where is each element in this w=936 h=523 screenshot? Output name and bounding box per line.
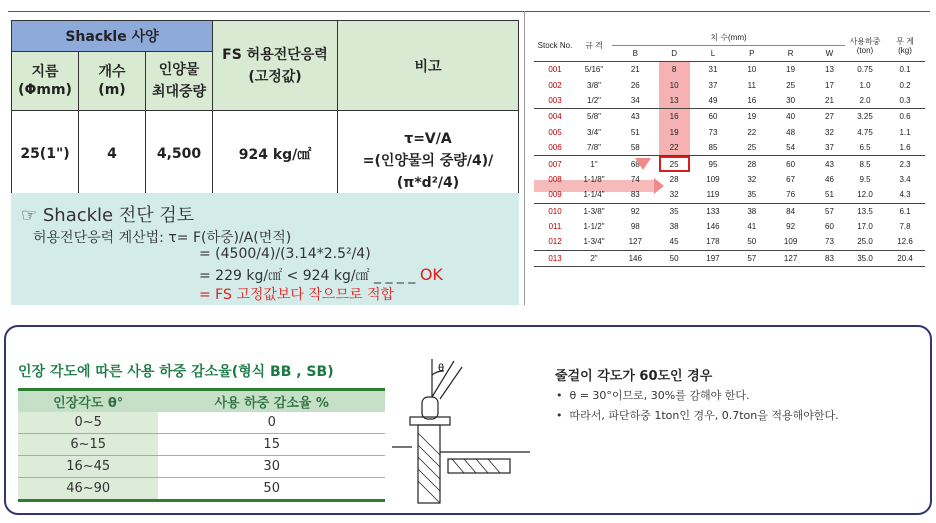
angle-bullet-2-text: 따라서, 파단하중 1ton인 경우, 0.7ton을 적용해야한다. <box>569 409 839 422</box>
review-line-2: = (4500/4)/(3.14*2.5²/4) <box>199 246 371 262</box>
stock-cell-spec: 1-1/8" <box>583 174 605 184</box>
stock-row <box>534 234 925 250</box>
stock-row <box>534 250 925 266</box>
stock-cell-spec: 5/16" <box>584 65 604 75</box>
review-title: ☞ Shackle 전단 검토 <box>21 205 195 226</box>
stock-cell-dim-D: 38 <box>669 222 679 232</box>
hatch-2 <box>418 445 440 467</box>
reduction-angle-cell: 6~15 <box>18 434 158 456</box>
stock-cell-dim-W: 27 <box>825 112 834 122</box>
stock-cell-load: 6.5 <box>845 140 885 156</box>
stock-cell-weight: 3.4 <box>899 174 911 184</box>
formula-line-1: τ=V/A <box>404 131 452 147</box>
reduction-row <box>18 434 385 456</box>
reduction-angle-cell: 46~90 <box>18 478 158 501</box>
stock-cell-dim-W: 37 <box>814 140 845 156</box>
cell-count: 4 <box>79 111 146 198</box>
shackle-pin <box>410 417 450 425</box>
stock-cell-load: 13.5 <box>857 206 873 216</box>
stock-cell-load: 8.5 <box>845 156 885 172</box>
header-R: R <box>767 46 814 62</box>
stock-cell-weight: 1.6 <box>885 140 925 156</box>
stock-cell-dim-L: 73 <box>708 127 718 137</box>
stock-cell-dim-B: 83 <box>612 187 659 203</box>
stock-cell-dim-D: 10 <box>659 77 690 92</box>
header-W: W <box>814 46 845 62</box>
stock-cell-spec: 7/8" <box>576 140 612 156</box>
hatch-3 <box>418 457 440 479</box>
stock-row <box>534 125 925 140</box>
stock-cell-dim-R: 54 <box>767 140 814 156</box>
reduction-angle-cell: 16~45 <box>18 456 158 478</box>
header-fs-text: FS 허용전단응력 (고정값) <box>222 46 328 85</box>
hatch-4 <box>418 469 440 491</box>
stock-cell-dim-B: 34 <box>612 93 659 109</box>
stock-cell-dim-D: 45 <box>659 234 690 250</box>
stock-cell-dim-L: 119 <box>690 187 737 203</box>
stock-cell-dim-R: 30 <box>767 93 814 109</box>
hatch-6 <box>452 459 464 473</box>
stock-cell-stock-no: 013 <box>534 250 576 266</box>
formula-line-2: =(인양물의 중량/4)/ <box>362 153 494 169</box>
stock-cell-dim-D: 8 <box>659 62 690 78</box>
stock-cell-dim-P: 10 <box>747 65 757 75</box>
reduction-rate-cell: 30 <box>158 456 385 478</box>
stock-cell-spec: 1-3/4" <box>576 234 612 250</box>
stock-cell-dim-L: 178 <box>690 234 737 250</box>
stock-cell-dim-P: 28 <box>736 156 767 172</box>
hatch-7 <box>464 459 476 473</box>
stock-cell-stock-no: 011 <box>548 222 562 232</box>
angle-bullet-1-text: θ = 30°이므로, 30%를 감해야 한다. <box>569 389 750 402</box>
angle-bullet-1: • θ = 30°이므로, 30%를 감해야 한다. <box>556 389 750 402</box>
header-shackle-spec: Shackle 사양 <box>12 21 213 52</box>
stock-cell-dim-L: 60 <box>708 112 718 122</box>
stock-cell-load: 4.75 <box>857 127 873 137</box>
stock-cell-dim-R: 109 <box>767 234 814 250</box>
stock-row <box>534 93 925 109</box>
panel-divider <box>524 11 525 305</box>
stock-cell-stock-no: 004 <box>548 112 562 122</box>
stock-cell-dim-W: 60 <box>825 222 834 232</box>
stock-cell-load: 2.0 <box>845 93 885 109</box>
stock-cell-dim-L: 146 <box>706 222 720 232</box>
stock-cell-weight: 4.3 <box>885 187 925 203</box>
cell-max-load: 4,500 <box>146 111 213 198</box>
stock-cell-dim-R: 92 <box>786 222 796 232</box>
header-stock-no: Stock No. <box>534 30 576 62</box>
reduction-row <box>18 478 385 501</box>
stock-cell-load: 12.0 <box>845 187 885 203</box>
stock-cell-dim-R: 48 <box>786 127 796 137</box>
shackle-spec-table <box>11 20 519 198</box>
stock-cell-load: 0.75 <box>857 65 873 75</box>
review-line-4: = FS 고정값보다 작으므로 적합 <box>199 287 394 303</box>
stock-cell-dim-P: 41 <box>747 222 757 232</box>
stock-cell-dim-D: 19 <box>659 125 690 140</box>
stock-cell-spec: 1-3/8" <box>583 206 605 216</box>
stock-cell-dim-R: 19 <box>786 65 796 75</box>
stock-cell-weight: 1.1 <box>899 127 911 137</box>
stock-cell-spec: 1-1/4" <box>576 187 612 203</box>
stock-cell-weight: 20.4 <box>885 250 925 266</box>
stock-row <box>534 109 925 125</box>
stock-cell-load: 9.5 <box>859 174 871 184</box>
stock-cell-stock-no: 009 <box>534 187 576 203</box>
reduction-table <box>18 388 385 502</box>
stock-cell-spec: 5/8" <box>587 112 601 122</box>
stock-cell-dim-L: 133 <box>706 206 720 216</box>
shackle-stock-table <box>534 30 925 267</box>
stock-cell-stock-no: 012 <box>534 234 576 250</box>
stock-cell-dim-D: 13 <box>659 93 690 109</box>
stock-cell-dim-R: 127 <box>767 250 814 266</box>
stock-cell-dim-W: 13 <box>825 65 834 75</box>
review-line-1: 허용전단응력 계산법: τ= F(하중)/A(면적) <box>33 230 292 246</box>
header-P: P <box>736 46 767 62</box>
stock-cell-weight: 0.3 <box>885 93 925 109</box>
weld-block <box>448 459 510 473</box>
angle-case-title: 줄걸이 각도가 60도인 경우 <box>555 369 713 384</box>
stock-cell-spec: 2" <box>576 250 612 266</box>
header-max-load: 인양물 최대중량 <box>146 52 213 111</box>
stock-cell-dim-B: 98 <box>630 222 640 232</box>
stock-cell-dim-R: 60 <box>767 156 814 172</box>
stock-row <box>534 62 925 78</box>
header-D: D <box>659 46 690 62</box>
stock-cell-stock-no: 005 <box>548 127 562 137</box>
reduction-row <box>18 456 385 478</box>
stock-cell-stock-no: 002 <box>548 80 562 90</box>
stock-cell-dim-B: 127 <box>612 234 659 250</box>
cell-diameter: 25(1") <box>12 111 79 198</box>
shear-review-box <box>11 193 519 305</box>
stock-cell-dim-P: 50 <box>736 234 767 250</box>
review-line-3 <box>199 265 443 285</box>
stock-cell-stock-no: 001 <box>548 65 562 75</box>
stock-cell-stock-no: 008 <box>548 174 562 184</box>
stock-cell-dim-D: 22 <box>659 140 690 156</box>
stock-cell-dim-L: 95 <box>690 156 737 172</box>
header-spec: 규 격 <box>576 30 612 62</box>
d-column-arrow <box>635 158 651 170</box>
stock-cell-dim-P: 25 <box>736 140 767 156</box>
stock-cell-dim-B: 68 <box>612 156 659 172</box>
stock-cell-dim-B: 58 <box>612 140 659 156</box>
stock-cell-spec: 1-1/2" <box>583 222 605 232</box>
stock-cell-dim-L: 49 <box>690 93 737 109</box>
stock-cell-dim-B: 92 <box>630 206 640 216</box>
stock-row <box>534 77 925 92</box>
stock-row <box>534 203 925 219</box>
stock-cell-weight: 12.6 <box>885 234 925 250</box>
stock-cell-dim-P: 11 <box>747 80 756 90</box>
stock-cell-dim-W: 73 <box>814 234 845 250</box>
stock-cell-stock-no: 010 <box>548 206 562 216</box>
reduction-header-rate: 사용 하중 감소율 % <box>158 390 385 413</box>
stock-cell-dim-B: 21 <box>630 65 640 75</box>
stock-cell-dim-D: 28 <box>669 174 679 184</box>
stock-row <box>534 140 925 156</box>
header-weight: 무 게 (kg) <box>885 30 925 62</box>
stock-cell-weight: 0.2 <box>899 80 911 90</box>
ok-label: OK <box>419 265 443 284</box>
reduction-header-angle: 인장각도 θ° <box>18 390 158 413</box>
stock-cell-dim-P: 16 <box>736 93 767 109</box>
angle-bullet-2: • 따라서, 파단하중 1ton인 경우, 0.7ton을 적용해야한다. <box>556 409 839 422</box>
stock-cell-dim-P: 38 <box>747 206 757 216</box>
reduction-rate-cell: 0 <box>158 412 385 434</box>
stock-cell-stock-no: 007 <box>534 156 576 172</box>
header-note: 비고 <box>338 21 519 111</box>
stock-cell-dim-P: 22 <box>747 127 757 137</box>
stock-cell-dim-B: 51 <box>630 127 640 137</box>
stock-cell-dim-R: 25 <box>786 80 796 90</box>
shackle-angle-diagram <box>392 357 532 507</box>
stock-cell-dim-L: 31 <box>708 65 718 75</box>
stock-cell-dim-D: 50 <box>659 250 690 266</box>
header-L: L <box>690 46 737 62</box>
reduction-angle-cell: 0~5 <box>18 412 158 434</box>
stock-cell-load: 35.0 <box>845 250 885 266</box>
header-B: B <box>612 46 659 62</box>
stock-row <box>534 172 925 187</box>
stock-cell-dim-W: 43 <box>814 156 845 172</box>
header-load: 사용하중 (ton) <box>845 30 885 62</box>
reduction-title: 인장 각도에 따른 사용 하중 감소율(형식 BB , SB) <box>18 364 334 380</box>
stock-cell-dim-B: 146 <box>612 250 659 266</box>
stock-cell-dim-B: 43 <box>630 112 640 122</box>
reduction-table-body <box>18 412 385 501</box>
stock-cell-dim-R: 67 <box>786 174 796 184</box>
stock-cell-dim-L: 37 <box>708 80 718 90</box>
stock-cell-dim-W: 32 <box>825 127 834 137</box>
stock-cell-dim-B: 74 <box>630 174 640 184</box>
stock-cell-dim-R: 84 <box>786 206 796 216</box>
stock-cell-dim-P: 32 <box>747 174 757 184</box>
reduction-row <box>18 412 385 434</box>
reduction-rate-cell: 15 <box>158 434 385 456</box>
cell-note-formula <box>338 111 519 198</box>
stock-cell-dim-R: 76 <box>767 187 814 203</box>
header-count: 개수 (m) <box>79 52 146 111</box>
stock-cell-dim-W: 83 <box>814 250 845 266</box>
stock-cell-dim-D: 25 <box>659 156 690 172</box>
stock-cell-spec: 1" <box>576 156 612 172</box>
theta-label: θ <box>438 363 445 374</box>
hatch-9 <box>488 459 500 473</box>
stock-cell-dim-L: 109 <box>706 174 720 184</box>
stock-cell-dim-D: 16 <box>659 109 690 125</box>
hatch-1 <box>418 433 440 455</box>
stock-row <box>534 187 925 203</box>
stock-cell-stock-no: 006 <box>534 140 576 156</box>
reduction-rate-cell: 50 <box>158 478 385 501</box>
header-dims: 치 수(mm) <box>612 30 845 46</box>
stock-cell-load: 25.0 <box>845 234 885 250</box>
stock-cell-spec: 1/2" <box>576 93 612 109</box>
stock-cell-dim-D: 32 <box>659 187 690 203</box>
stock-table-body <box>534 62 925 267</box>
stock-cell-load: 3.25 <box>857 112 873 122</box>
stock-cell-dim-D: 35 <box>669 206 679 216</box>
stock-cell-dim-W: 57 <box>825 206 834 216</box>
header-fs-allowable <box>213 21 338 111</box>
stock-cell-weight: 0.6 <box>899 112 911 122</box>
shackle-bow <box>422 397 438 419</box>
top-rule <box>8 11 930 12</box>
formula-line-3: (π*d²/4) <box>396 175 460 191</box>
stock-cell-dim-W: 21 <box>814 93 845 109</box>
stock-row <box>534 219 925 234</box>
stock-cell-stock-no: 003 <box>534 93 576 109</box>
stock-row <box>534 156 925 172</box>
stock-cell-dim-W: 51 <box>814 187 845 203</box>
stock-cell-dim-L: 85 <box>690 140 737 156</box>
cell-fs: 924 kg/㎠ <box>213 111 338 198</box>
stock-cell-dim-W: 17 <box>825 80 834 90</box>
header-diameter: 지름 (Φmm) <box>12 52 79 111</box>
stock-cell-weight: 2.3 <box>885 156 925 172</box>
stock-cell-load: 17.0 <box>857 222 873 232</box>
hatch-5 <box>418 481 440 503</box>
stock-cell-dim-R: 40 <box>786 112 796 122</box>
stock-cell-dim-L: 197 <box>690 250 737 266</box>
stock-cell-spec: 3/8" <box>587 80 601 90</box>
stock-cell-weight: 6.1 <box>899 206 911 216</box>
stock-cell-dim-P: 19 <box>747 112 757 122</box>
stock-cell-spec: 3/4" <box>587 127 601 137</box>
stock-cell-dim-W: 46 <box>825 174 834 184</box>
stock-cell-weight: 7.8 <box>899 222 911 232</box>
hatch-8 <box>476 459 488 473</box>
stock-cell-dim-B: 26 <box>630 80 640 90</box>
review-line-3-text: = 229 kg/㎠ < 924 kg/㎠ _ _ _ _ <box>199 268 420 284</box>
stock-cell-load: 1.0 <box>859 80 871 90</box>
stock-cell-dim-P: 57 <box>736 250 767 266</box>
stock-cell-dim-P: 35 <box>736 187 767 203</box>
stock-cell-weight: 0.1 <box>899 65 911 75</box>
